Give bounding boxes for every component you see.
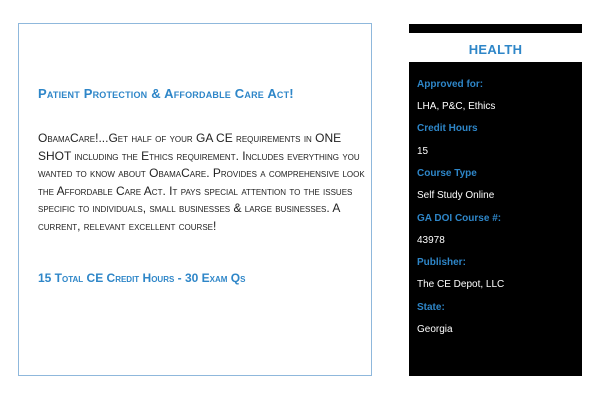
course-description: ObamaCare!...Get half of your GA CE requirements in ONE SHOT including the Ethics requirement. Includes everything you wanted to know about ObamaCare. Provides a comprehensive look the Affordable Care Act. It pays special attention to the issues specific to individuals, small businesses & large businesses. A current, relevant excellent course! <box>38 131 365 233</box>
credit-hours-value: 15 <box>417 146 429 157</box>
panel-heading: HEALTH <box>409 33 582 62</box>
course-title: Patient Protection & Affordable Care Act! <box>38 86 294 101</box>
publisher-value: The CE Depot, LLC <box>417 279 505 290</box>
course-type-label: Course Type <box>417 168 477 179</box>
panel-top-bar <box>409 24 582 33</box>
credit-summary: 15 Total CE Credit Hours - 30 Exam Qs <box>38 271 246 285</box>
course-info-panel <box>409 24 582 376</box>
approved-for-value: LHA, P&C, Ethics <box>417 101 496 112</box>
doi-course-label: GA DOI Course #: <box>417 213 502 224</box>
state-label: State: <box>417 302 445 313</box>
publisher-label: Publisher: <box>417 257 466 268</box>
panel-body <box>409 62 582 376</box>
approved-for-label: Approved for: <box>417 79 484 90</box>
doi-course-value: 43978 <box>417 235 445 246</box>
state-value: Georgia <box>417 324 453 335</box>
credit-hours-label: Credit Hours <box>417 123 478 134</box>
course-card <box>18 23 372 376</box>
course-type-value: Self Study Online <box>417 190 495 201</box>
